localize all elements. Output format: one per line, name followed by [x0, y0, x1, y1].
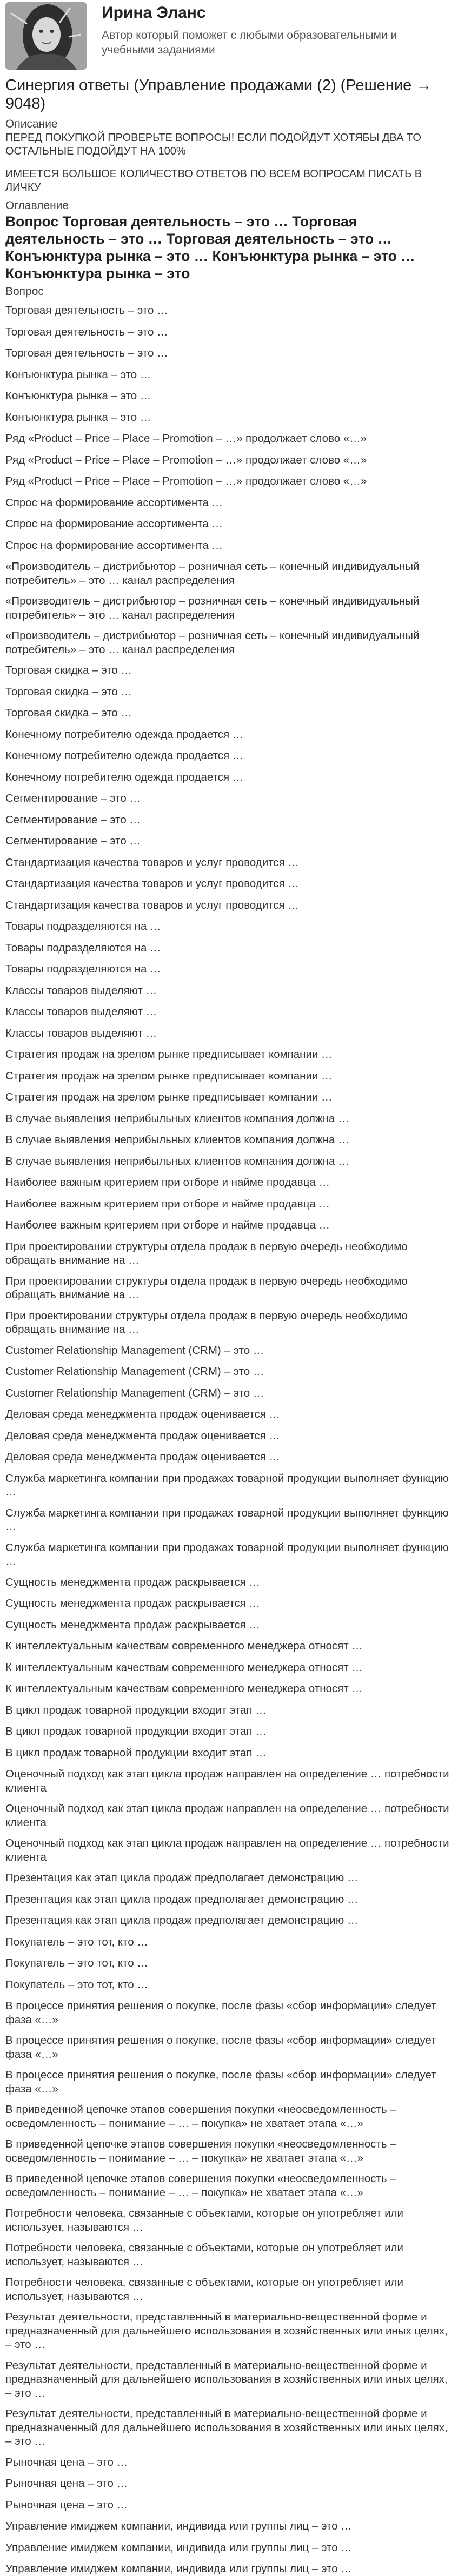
question-item: «Производитель – дистрибьютор – розничная сеть – конечный индивидуальный потребитель» – это … канал распределения	[5, 560, 420, 587]
question-item: Товары подразделяются на …	[5, 963, 161, 975]
question-item: Спрос на формирование ассортимента …	[5, 518, 223, 530]
question-item: Ряд «Product – Price – Place – Promotion – …» продолжает слово «…»	[5, 475, 367, 487]
question-item: Стандартизация качества товаров и услуг проводится …	[5, 856, 299, 869]
question-item: В цикл продаж товарной продукции входит этап …	[5, 1746, 267, 1759]
question-item: Стратегия продаж на зрелом рынке предписывает компании …	[5, 1091, 333, 1103]
question-item: Оценочный подход как этап цикла продаж направлен на определение … потребности клиента	[5, 1768, 449, 1794]
page-title: Синергия ответы (Управление продажами (2) (Решение → 9048)	[5, 77, 432, 112]
question-item: В процессе принятия решения о покупке, после фазы «сбор информации» следует фаза «…»	[5, 2069, 436, 2095]
question-item: Деловая среда менеджмента продаж оценивается …	[5, 1408, 281, 1420]
question-item: Служба маркетинга компании при продажах товарной продукции выполняет функцию …	[5, 1541, 449, 1567]
question-item: Стандартизация качества товаров и услуг проводится …	[5, 898, 299, 911]
question-item: Торговая деятельность – это …	[5, 347, 168, 359]
question-item: Сегментирование – это …	[5, 813, 141, 826]
author-avatar[interactable]	[5, 2, 87, 70]
question-item: Стандартизация качества товаров и услуг проводится …	[5, 877, 299, 890]
question-item: Презентация как этап цикла продаж предполагает демонстрацию …	[5, 1893, 359, 1906]
question-item: Покупатель – это тот, кто …	[5, 1957, 148, 1969]
question-item: Сущность менеджмента продаж раскрывается …	[5, 1618, 261, 1631]
question-item: В приведенной цепочке этапов совершения покупки «неосведомленность – осведомленность – понимание – … – покупка» не хватает этапа «…»	[5, 2138, 396, 2164]
question-item: Стратегия продаж на зрелом рынке предписывает компании …	[5, 1069, 333, 1082]
question-item: К интеллектуальным качествам современного менеджера относят …	[5, 1640, 363, 1652]
question-item: Деловая среда менеджмента продаж оценивается …	[5, 1429, 281, 1442]
question-item: Товары подразделяются на …	[5, 920, 161, 933]
question-item: Спрос на формирование ассортимента …	[5, 496, 223, 509]
question-item: Торговая скидка – это …	[5, 664, 132, 676]
question-item: В приведенной цепочке этапов совершения покупки «неосведомленность – осведомленность – понимание – … – покупка» не хватает этапа «…»	[5, 2103, 396, 2130]
question-item: Товары подразделяются на …	[5, 941, 161, 954]
question-item: Сегментирование – это …	[5, 792, 141, 804]
author-photo-icon	[5, 2, 87, 70]
question-item: Спрос на формирование ассортимента …	[5, 539, 223, 552]
question-item: Потребности человека, связанные с объектами, которые он употребляет или использует, называются …	[5, 2242, 403, 2268]
question-item: Результат деятельности, представленный в материально-вещественной форме и предназначенный для дальнейшего использования в хозяйственных или иных целях, – это …	[5, 2359, 448, 2399]
question-item: Наиболее важным критерием при отборе и найме продавца …	[5, 1176, 330, 1189]
question-item: К интеллектуальным качествам современного менеджера относят …	[5, 1661, 363, 1674]
question-item: Управление имиджем компании, индивида или группы лиц – это …	[5, 2520, 352, 2532]
question-item: При проектировании структуры отдела продаж в первую очередь необходимо обращать внимание на …	[5, 1240, 408, 1266]
question-item: Сущность менеджмента продаж раскрывается …	[5, 1597, 261, 1609]
question-item: Потребности человека, связанные с объектами, которые он употребляет или использует, называются …	[5, 2207, 403, 2233]
question-item: В случае выявления неприбыльных клиентов компания должна …	[5, 1133, 349, 1146]
question-item: В процессе принятия решения о покупке, после фазы «сбор информации» следует фаза «…»	[5, 2034, 436, 2061]
description-label: Описание	[5, 118, 58, 130]
description-text: ПЕРЕД ПОКУПКОЙ ПРОВЕРЬТЕ ВОПРОСЫ! ЕСЛИ ПОДОЙДУТ ХОТЯБЫ ДВА ТО ОСТАЛЬНЫЕ ПОДОЙДУТ НА 100%	[5, 132, 421, 157]
question-item: Управление имиджем компании, индивида или группы лиц – это …	[5, 2562, 352, 2575]
question-item: Служба маркетинга компании при продажах товарной продукции выполняет функцию …	[5, 1506, 449, 1533]
question-item: Оценочный подход как этап цикла продаж направлен на определение … потребности клиента	[5, 1802, 449, 1829]
question-item: Конечному потребителю одежда продается …	[5, 728, 244, 741]
question-item: Презентация как этап цикла продаж предполагает демонстрацию …	[5, 1914, 359, 1927]
question-item: «Производитель – дистрибьютор – розничная сеть – конечный индивидуальный потребитель» – это … канал распределения	[5, 595, 420, 621]
question-item: Торговая скидка – это …	[5, 707, 132, 719]
question-item: Конъюнктура рынка – это …	[5, 411, 151, 424]
question-item: Презентация как этап цикла продаж предполагает демонстрацию …	[5, 1871, 359, 1884]
question-item: При проектировании структуры отдела продаж в первую очередь необходимо обращать внимание на …	[5, 1309, 408, 1336]
question-item: В процессе принятия решения о покупке, после фазы «сбор информации» следует фаза «…»	[5, 2000, 436, 2026]
question-item: Торговая деятельность – это …	[5, 304, 168, 317]
question-item: Наиболее важным критерием при отборе и найме продавца …	[5, 1197, 330, 1210]
toc-label: Оглавление	[5, 199, 69, 212]
description-text: ИМЕЕТСЯ БОЛЬШОЕ КОЛИЧЕСТВО ОТВЕТОВ ПО ВСЕМ ВОПРОСАМ ПИСАТЬ В ЛИЧКУ	[5, 168, 422, 193]
question-item: Оценочный подход как этап цикла продаж направлен на определение … потребности клиента	[5, 1837, 449, 1863]
question-list	[5, 304, 450, 2576]
question-item: В приведенной цепочке этапов совершения покупки «неосведомленность – осведомленность – понимание – … – покупка» не хватает этапа «…»	[5, 2172, 396, 2199]
description-spacer	[5, 158, 450, 167]
author-header	[5, 0, 450, 72]
question-item: Стратегия продаж на зрелом рынке предписывает компании …	[5, 1048, 333, 1061]
question-item: В цикл продаж товарной продукции входит этап …	[5, 1703, 267, 1716]
question-item: Деловая среда менеджмента продаж оценивается …	[5, 1451, 281, 1463]
question-item: Управление имиджем компании, индивида или группы лиц – это …	[5, 2541, 352, 2554]
question-item: «Производитель – дистрибьютор – розничная сеть – конечный индивидуальный потребитель» – это … канал распределения	[5, 629, 420, 656]
question-item: Сущность менеджмента продаж раскрывается …	[5, 1575, 261, 1588]
question-item: Рыночная цена – это …	[5, 2456, 128, 2468]
question-item: Покупатель – это тот, кто …	[5, 1935, 148, 1948]
question-item: Классы товаров выделяют …	[5, 1005, 157, 1018]
toc-title: Вопрос Торговая деятельность – это … Торговая деятельность – это … Торговая деятельность – это … Конъюнктура рынка – это … Конъюнктура рынка – это … Конъюнктура рынка – это	[5, 213, 415, 281]
author-info	[102, 2, 437, 57]
question-item: Торговая деятельность – это …	[5, 325, 168, 338]
author-name[interactable]: Ирина Эланс	[102, 4, 206, 22]
question-item: Конъюнктура рынка – это …	[5, 390, 151, 402]
question-item: Покупатель – это тот, кто …	[5, 1978, 148, 1991]
question-item: В случае выявления неприбыльных клиентов компания должна …	[5, 1155, 349, 1168]
question-item: Классы товаров выделяют …	[5, 1027, 157, 1039]
question-item: Рыночная цена – это …	[5, 2498, 128, 2511]
question-item: Ряд «Product – Price – Place – Promotion – …» продолжает слово «…»	[5, 432, 367, 445]
question-item: Customer Relationship Management (CRM) – это …	[5, 1344, 264, 1357]
question-item: В цикл продаж товарной продукции входит этап …	[5, 1725, 267, 1738]
question-item: Customer Relationship Management (CRM) – это …	[5, 1365, 264, 1378]
question-item: При проектировании структуры отдела продаж в первую очередь необходимо обращать внимание на …	[5, 1274, 408, 1301]
question-item: Служба маркетинга компании при продажах товарной продукции выполняет функцию …	[5, 1472, 449, 1498]
question-item: Результат деятельности, представленный в материально-вещественной форме и предназначенный для дальнейшего использования в хозяйственных или иных целях, – это …	[5, 2311, 448, 2351]
question-item: Потребности человека, связанные с объектами, которые он употребляет или использует, называются …	[5, 2276, 403, 2303]
question-item: Конечному потребителю одежда продается …	[5, 749, 244, 762]
question-item: Результат деятельности, представленный в материально-вещественной форме и предназначенный для дальнейшего использования в хозяйственных или иных целях, – это …	[5, 2407, 448, 2447]
question-item: Наиболее важным критерием при отборе и найме продавца …	[5, 1219, 330, 1231]
question-item: В случае выявления неприбыльных клиентов компания должна …	[5, 1112, 349, 1125]
author-description: Автор который поможет с любыми образовательными и учебными заданиями	[102, 29, 397, 56]
question-item: К интеллектуальным качествам современного менеджера относят …	[5, 1682, 363, 1695]
question-label: Вопрос	[5, 285, 44, 298]
question-item: Ряд «Product – Price – Place – Promotion – …» продолжает слово «…»	[5, 453, 367, 466]
question-item: Customer Relationship Management (CRM) – это …	[5, 1386, 264, 1399]
question-item: Сегментирование – это …	[5, 835, 141, 847]
question-item: Классы товаров выделяют …	[5, 984, 157, 997]
question-item: Торговая скидка – это …	[5, 685, 132, 698]
question-item: Конъюнктура рынка – это …	[5, 368, 151, 381]
question-item: Конечному потребителю одежда продается …	[5, 770, 244, 783]
question-item: Рыночная цена – это …	[5, 2477, 128, 2490]
